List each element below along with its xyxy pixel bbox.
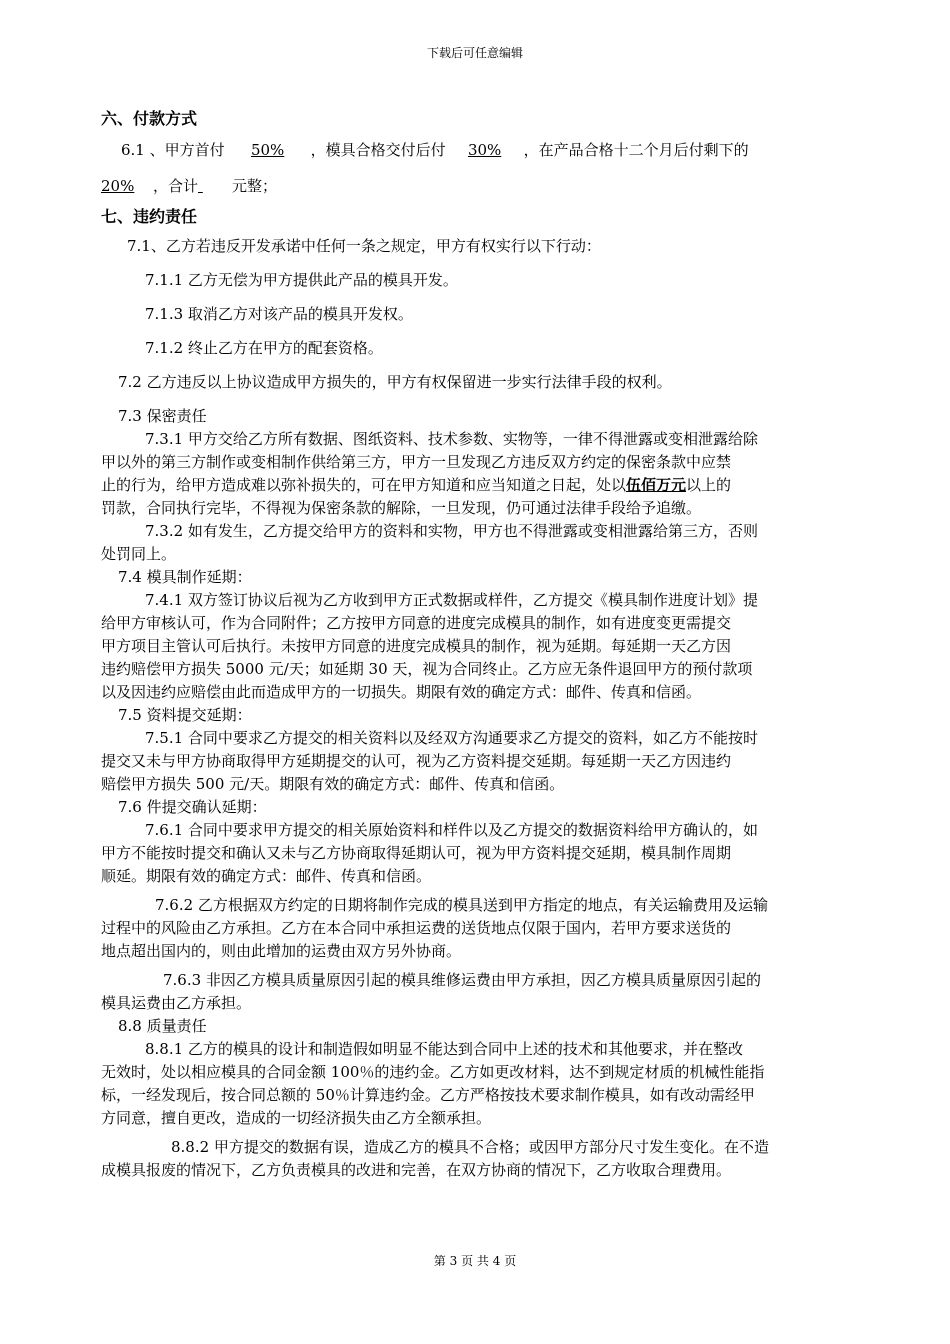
footer-mid: 页 共 [461,1254,489,1268]
clause-7-3-2-line-1: 7.3.2 如有发生，乙方提交给甲方的资料和实物，甲方也不得泄露或变相泄露给第三方，否则 [145,522,758,540]
clause-7-6-1-line-1: 7.6.1 合同中要求甲方提交的相关原始资料和样件以及乙方提交的数据资料给甲方确认的，如 [145,821,758,839]
section-7-title: 七、违约责任 [101,207,198,226]
clause-7-5-1-line-2: 提交又未与甲方协商取得甲方延期提交的认可，视为乙方资料提交延期。每延期一天乙方因违约 [101,752,732,770]
clause-7-6-2-line-1: 7.6.2 乙方根据双方约定的日期将制作完成的模具送到甲方指定的地点，有关运输费用及运输 [155,896,768,914]
clause-7-3-1-line-3: 止的行为，给甲方造成难以弥补损失的，可在甲方知道和应当知道之日起，处以伍佰万元以上的 [101,476,732,494]
clause-7-6: 7.6 件提交确认延期： [118,798,267,816]
clause-8-8-1-line-4: 方同意，擅自更改，造成的一切经济损失由乙方全额承担。 [101,1109,492,1127]
payment-text-d: ，合计 [153,177,199,195]
clause-7-5: 7.5 资料提交延期： [118,706,252,724]
footer-suffix: 页 [504,1254,517,1268]
clause-7-6-2-line-2: 过程中的风险由乙方承担。乙方在本合同中承担运费的送货地点仅限于国内，若甲方要求送货的 [101,919,732,937]
remaining-payment-field: 20% [101,177,135,195]
current-page-number: 3 [449,1254,458,1268]
clause-8-8-1-line-3: 标，一经发现后，按合同总额的 50％计算违约金。乙方严格按技术要求制作模具，如有改动需经甲 [101,1086,755,1104]
clause-8-8: 8.8 质量责任 [118,1017,207,1035]
payment-text-b: ，模具合格交付后付 [310,141,446,159]
clause-7-6-1-line-2: 甲方不能按时提交和确认又未与乙方协商取得延期认可，视为甲方资料提交延期，模具制作周期 [101,844,732,862]
page-footer [0,1252,950,1269]
payment-line-2 [101,173,877,199]
clause-7-4-1-line-2: 给甲方审核认可，作为合同附件；乙方按甲方同意的进度完成模具的制作，如有进度变更需提交 [101,614,732,632]
clause-7-6-3-line-1: 7.6.3 非因乙方模具质量原因引起的模具维修运费由甲方承担，因乙方模具质量原因引起的 [163,971,761,989]
clause-7-1-3: 7.1.3 取消乙方对该产品的模具开发权。 [145,305,413,323]
clause-7-3-1-line-4: 罚款，合同执行完毕，不得视为保密条款的解除，一旦发现，仍可通过法律手段给予追缴。 [101,499,702,517]
clause-7-1-1: 7.1.1 乙方无偿为甲方提供此产品的模具开发。 [145,271,458,289]
payment-line-1 [101,137,877,163]
clause-7-4-1-line-4: 违约赔偿甲方损失 5000 元/天；如延期 30 天，视为合同终止。乙方应无条件退回甲方的预付款项 [101,660,753,678]
penalty-amount: 伍佰万元 [626,476,687,494]
clause-7-4-1-line-1: 7.4.1 双方签订协议后视为乙方收到甲方正式数据或样件，乙方提交《模具制作进度计划》提 [145,591,758,609]
clause-7-6-1-line-3: 顺延。期限有效的确定方式：邮件、传真和信函。 [101,867,432,885]
clause-8-8-2-line-2: 成模具报废的情况下，乙方负责模具的改进和完善，在双方协商的情况下，乙方收取合理费用。 [101,1161,732,1179]
clause-7-5-1-line-3: 赔偿甲方损失 500 元/天。期限有效的确定方式：邮件、传真和信函。 [101,775,565,793]
clause-8-8-2-line-1: 8.8.2 甲方提交的数据有误，造成乙方的模具不合格；或因甲方部分尺寸发生变化。在不造 [171,1138,769,1156]
clause-7-3-1-line-2: 甲以外的第三方制作或变相制作供给第三方，甲方一旦发现乙方违反双方约定的保密条款中应禁 [101,453,732,471]
clause-7-4-1-line-3: 甲方项目主管认可后执行。未按甲方同意的进度完成模具的制作，视为延期。每延期一天乙方因 [101,637,732,655]
second-payment-field: 30% [467,141,502,159]
clause-7-3-2-line-2: 处罚同上。 [101,545,177,563]
clause-7-6-2-line-3: 地点超出国内的，则由此增加的运费由双方另外协商。 [101,942,462,960]
clause-7-4-1-line-5: 以及因违约应赔偿由此而造成甲方的一切损失。期限有效的确定方式：邮件、传真和信函。 [101,683,702,701]
clause-7-5-1-line-1: 7.5.1 合同中要求乙方提交的相关资料以及经双方沟通要求乙方提交的资料，如乙方不能按时 [145,729,758,747]
clause-7-6-3-line-2: 模具运费由乙方承担。 [101,994,252,1012]
clause-7-1: 7.1、乙方若违反开发承诺中任何一条之规定，甲方有权实行以下行动： [127,237,601,255]
clause-7-4: 7.4 模具制作延期： [118,568,252,586]
page-header: 下载后可任意编辑 [426,46,523,60]
clause-7-3: 7.3 保密责任 [118,407,207,425]
payment-text-a: 6.1 、甲方首付 [121,141,225,159]
total-amount-field [198,173,232,199]
footer-prefix: 第 [433,1254,446,1268]
clause-8-8-1-line-2: 无效时，处以相应模具的合同金额 100％的违约金。乙方如更改材料，达不到规定材质的机械性能指 [101,1063,765,1081]
payment-text-c: ，在产品合格十二个月后付剩下的 [523,141,749,159]
clause-7-2: 7.2 乙方违反以上协议造成甲方损失的，甲方有权保留进一步实行法律手段的权利。 [118,373,672,391]
first-payment-field: 50% [250,141,285,159]
total-page-number: 4 [492,1254,501,1268]
clause-7-1-2: 7.1.2 终止乙方在甲方的配套资格。 [145,339,383,357]
clause-7-3-1-line-1: 7.3.1 甲方交给乙方所有数据、图纸资料、技术参数、实物等，一律不得泄露或变相泄露给除 [145,430,758,448]
document-body [101,104,877,1182]
clause-8-8-1-line-1: 8.8.1 乙方的模具的设计和制造假如明显不能达到合同中上述的技术和其他要求，并在整改 [145,1040,743,1058]
section-6-title: 六、付款方式 [101,109,198,128]
payment-text-e: 元整； [232,177,278,195]
